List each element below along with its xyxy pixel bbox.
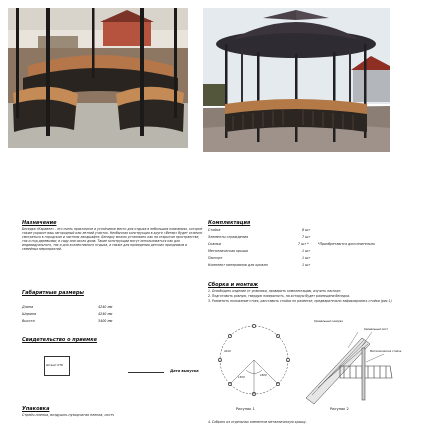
kit-row-value: 7 шт — [302, 235, 311, 239]
assembly-heading: Сборка и монтаж — [208, 282, 259, 288]
dims-row-label: Высота — [22, 319, 35, 323]
kit-row-label: Металлическая крыша — [208, 249, 248, 253]
assembly-final-step: 4. Собрать из отдельных элементов металлическую крышу. — [208, 420, 307, 424]
kit-row-value: 1 шт — [302, 263, 311, 267]
purpose-heading: Назначение — [22, 220, 57, 226]
figure-1 — [210, 318, 298, 408]
layout-diagram — [210, 318, 298, 408]
fig2-label-screw: Кровельный саморез — [314, 320, 343, 323]
figure-2-caption: Рисунок 2 — [330, 407, 349, 411]
dims-row-value: 4240 мм — [98, 305, 113, 309]
figure-2 — [300, 318, 412, 406]
roof-detail-diagram — [300, 318, 412, 406]
kit-row-value: 8 шт — [302, 228, 311, 232]
assembly-step: 2. Подготовить ровную, твердую поверхность, на которую будет размещена беседка. — [208, 294, 350, 298]
release-date-label: Дата выпуска — [170, 369, 199, 373]
assembly-step: 1. Освободить изделие от упаковки, проверить комплектацию, изучить паспорт. — [208, 289, 342, 293]
assembly-step: 3. Разметить положение стоек, расставить стойки по разметке, предварительно зафиксировать стойки (рис.1) — [208, 299, 392, 303]
purpose-text: Беседка «Каравел» - это очень практичное и устойчивое место для отдыха в небольших компаниях, которое также украсит ваш загородный или летний участок. Необычная конструкция в круге «Ветер» будет отлично смотреться в городском и частном ландшафте. Беседку можно установить как на открытом пространстве, так и под деревьями, в саду или около дома. Такие конструкции могут использоваться как для индивидуального, так и для коллективного отдыха, а также для проведения детских праздников и семейных мероприятий. — [22, 227, 203, 252]
fig1-dim-offset: 1300 — [238, 376, 245, 379]
kit-row-label: Скамьи — [208, 242, 221, 246]
gazebo-photo-benches-image — [8, 8, 188, 148]
dims-row-value: 3400 мм — [98, 319, 113, 323]
packaging-heading: Упаковка — [22, 406, 50, 412]
packaging-text: Стрейч-пленка, воздушно-пузырчатая пленка, скотч — [22, 413, 115, 417]
kit-heading: Комплектация — [208, 220, 251, 226]
kit-row-value: 1 шт — [302, 249, 311, 253]
fig1-dim-diameter: 4240 — [224, 350, 231, 353]
acceptance-heading: Свидетельство о приемке — [22, 337, 98, 343]
kit-row-note: *Приобретаются дополнительно — [318, 242, 376, 246]
kit-row-label: Элементы ограждения — [208, 235, 249, 239]
gazebo-photo-full — [203, 8, 390, 152]
kit-row-label: Паспорт — [208, 256, 223, 260]
gazebo-photo-full-image — [203, 8, 390, 152]
kit-row-value: 1 шт — [302, 256, 311, 260]
dims-row-label: Длина — [22, 305, 34, 309]
fig2-label-sheet: Кровельный лист — [364, 328, 388, 331]
fig1-dim-chord: 1600 — [260, 374, 267, 377]
release-date-line — [128, 372, 164, 373]
qc-stamp-label: Штамп ОТК — [46, 363, 64, 367]
dims-row-label: Ширина — [22, 312, 37, 316]
dims-row-value: 4240 мм — [98, 312, 113, 316]
figure-1-caption: Рисунок 1 — [236, 407, 255, 411]
fig2-label-post: Металлическая стойка — [370, 350, 402, 353]
gazebo-photo-benches — [8, 8, 188, 148]
kit-row-label: Комплект материалов для кровли — [208, 263, 268, 267]
kit-row-value: 7 шт * — [298, 242, 309, 246]
dims-heading: Габаритные размеры — [22, 290, 84, 296]
kit-row-label: Стойка — [208, 228, 221, 232]
